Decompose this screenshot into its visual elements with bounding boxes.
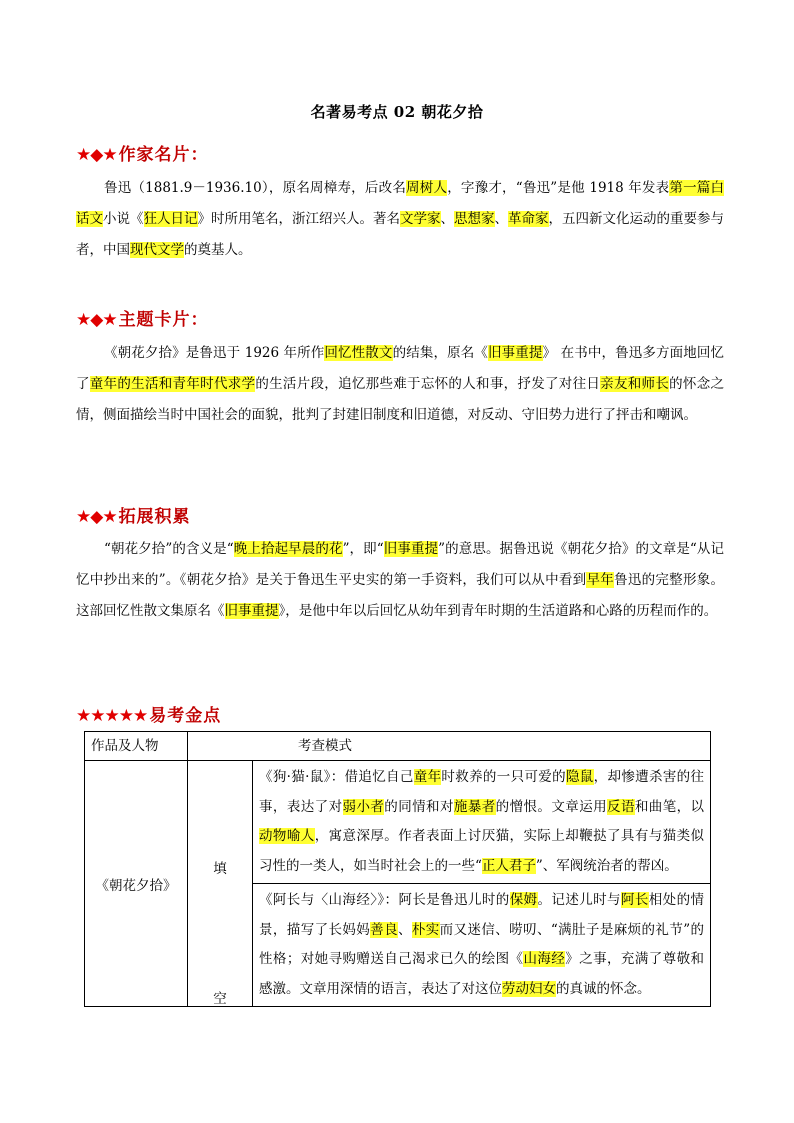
highlighted-term: 回忆性散文 bbox=[324, 345, 393, 361]
text-segment: 的怀念之情，侧面描绘当时中国社会的面貌，批判了封建旧制度和旧道德，对反动、守旧势力进行了抨击和嘲讽。 bbox=[76, 376, 725, 423]
text-segment: 》，是他中年以后回忆从幼年到青年时期的生活道路和心路的历程而作的。 bbox=[278, 603, 718, 619]
header-work: 作品及人物 bbox=[85, 732, 188, 761]
exam-points-title: 易考金点 bbox=[149, 706, 222, 726]
text-segment: 的奠基人。 bbox=[184, 242, 252, 258]
text-segment: 的真诚的怀念。 bbox=[556, 980, 651, 997]
text-segment: 、 bbox=[440, 211, 454, 227]
text-segment: 》之事，充满了尊敬和感激。文章用深情的语言，表达了对这位 bbox=[259, 951, 705, 997]
text-segment: ”，即“ bbox=[342, 541, 384, 557]
text-segment: 、 bbox=[494, 211, 508, 227]
highlighted-term: 旧事重提 bbox=[487, 345, 543, 361]
text-segment: 相处的情景，描写了长妈妈 bbox=[259, 892, 704, 938]
stars-icon: ★★★★★ bbox=[76, 706, 148, 726]
work-name-cell: 《朝花夕拾》 bbox=[85, 761, 188, 1007]
highlighted-term: 思想家 bbox=[454, 211, 495, 227]
table-row bbox=[85, 761, 711, 884]
page-title: 名著易考点 02 朝花夕拾 bbox=[310, 103, 484, 121]
highlighted-term: 童年 bbox=[413, 769, 442, 785]
text-segment: ，字豫才，“鲁迅”是他 1918 年发表 bbox=[447, 180, 670, 196]
stars-icon: ★◆★ bbox=[76, 507, 117, 527]
exam-points-heading bbox=[76, 701, 221, 726]
text-segment: ，却惨遭杀害的往事，表达了对 bbox=[259, 769, 705, 815]
text-segment: 》 在书中，鲁迅多方面地回忆了 bbox=[76, 345, 725, 392]
text-segment: 《狗·猫·鼠》：借追忆自己 bbox=[259, 769, 414, 785]
stars-icon: ★◆★ bbox=[76, 310, 117, 330]
highlighted-term: 弱小者 bbox=[342, 798, 385, 815]
text-segment: 《阿长与〈山海经〉》：阿长是鲁迅儿时的 bbox=[259, 892, 510, 908]
highlighted-term: 童年的生活和青年时代求学 bbox=[89, 376, 256, 392]
text-segment: 、 bbox=[397, 921, 412, 938]
highlighted-term: 第一篇白话文 bbox=[76, 180, 725, 227]
highlighted-term: 现代文学 bbox=[130, 242, 184, 258]
highlighted-term: 保姆 bbox=[509, 892, 538, 908]
author-card-heading bbox=[76, 140, 209, 165]
text-segment: 小说《 bbox=[103, 211, 144, 227]
text-segment: 鲁迅的完整形象。这部回忆性散文集原名《 bbox=[76, 572, 725, 619]
highlighted-term: 亲友和师长 bbox=[600, 376, 670, 392]
highlighted-term: 劳动妇女 bbox=[502, 980, 556, 997]
text-segment: ，五四新文化运动的重要参与者，中国 bbox=[76, 211, 724, 258]
highlighted-term: 旧事重提 bbox=[224, 603, 279, 619]
highlighted-term: 革命家 bbox=[508, 211, 549, 227]
table-header-row bbox=[85, 732, 711, 761]
highlighted-term: 早年 bbox=[586, 572, 615, 588]
text-segment: 时救养的一只可爱的 bbox=[441, 769, 566, 785]
fill-blank-cell bbox=[188, 761, 253, 1007]
text-segment: 而又迷信、唠叨、“满肚子是麻烦的礼节”的性格；对她寻购赠送自己渴求已久的绘图《 bbox=[259, 921, 705, 967]
author-card-title: 作家名片： bbox=[118, 145, 209, 165]
text-segment: 《朝花夕拾》是鲁迅于 1926 年所作 bbox=[104, 345, 325, 361]
text-segment: 鲁迅（1881.9－1936.10），原名周樟寿，后改名 bbox=[104, 180, 407, 196]
highlighted-term: 施暴者 bbox=[453, 798, 496, 815]
fill-label-bottom: 空 bbox=[213, 991, 227, 1007]
highlighted-term: 阿长 bbox=[620, 892, 649, 908]
text-segment: ，寓意深厚。作者表面上讨厌猫，实际上却鞭挞了具有与猫类似习性的一类人，如当时社会上的一些“ bbox=[259, 828, 705, 874]
text-segment: “朝花夕拾”的含义是“ bbox=[104, 541, 234, 557]
text-segment: ”的意思。据鲁迅说《朝花夕拾》的文章是“从记忆中抄出来的”。《朝花夕拾》是关于鲁迅生平史实的第一手资料，我们可以从中看到 bbox=[76, 541, 725, 588]
author-paragraph bbox=[76, 173, 724, 266]
text-segment: 的憎恨。文章运用 bbox=[495, 798, 608, 815]
highlighted-term: 反语 bbox=[607, 798, 635, 815]
highlighted-term: 文学家 bbox=[400, 211, 441, 227]
text-segment: 的结集，原名《 bbox=[392, 345, 488, 361]
highlighted-term: 山海经 bbox=[523, 951, 566, 967]
theme-paragraph bbox=[76, 338, 724, 431]
text-segment: ”、军阀统治者的帮凶。 bbox=[535, 857, 678, 874]
highlighted-term: 善良 bbox=[370, 921, 398, 938]
highlighted-term: 周树人 bbox=[406, 180, 448, 196]
entry-dog-cat-mouse bbox=[253, 761, 710, 883]
text-segment: 和曲笔，以 bbox=[634, 798, 705, 815]
entry-cell bbox=[253, 761, 711, 884]
extension-paragraph bbox=[76, 534, 724, 627]
extension-heading bbox=[76, 502, 191, 527]
highlighted-term: 动物喻人 bbox=[259, 828, 315, 844]
extension-title: 拓展积累 bbox=[118, 507, 191, 527]
fill-label-top: 填 bbox=[213, 861, 227, 877]
theme-card-title: 主题卡片： bbox=[118, 310, 209, 330]
highlighted-term: 朴实 bbox=[411, 921, 440, 938]
highlighted-term: 隐鼠 bbox=[565, 769, 594, 785]
text-segment: 的同情和对 bbox=[384, 798, 454, 815]
text-segment: 》时所用笔名，浙江绍兴人。著名 bbox=[197, 211, 400, 227]
highlighted-term: 旧事重提 bbox=[383, 541, 439, 557]
header-mode: 考查模式 bbox=[188, 732, 711, 761]
highlighted-term: 狂人日记 bbox=[143, 211, 198, 227]
highlighted-term: 正人君子 bbox=[481, 857, 536, 874]
entry-a-chang bbox=[253, 884, 710, 1006]
text-segment: 的生活片段，追忆那些难于忘怀的人和事，抒发了对往日 bbox=[255, 376, 601, 392]
exam-points-table bbox=[84, 731, 711, 1007]
stars-icon: ★◆★ bbox=[76, 145, 117, 165]
text-segment: 。记述儿时与 bbox=[537, 892, 621, 908]
highlighted-term: 晚上拾起早晨的花 bbox=[233, 541, 343, 557]
theme-card-heading bbox=[76, 305, 209, 330]
entry-cell bbox=[253, 884, 711, 1007]
